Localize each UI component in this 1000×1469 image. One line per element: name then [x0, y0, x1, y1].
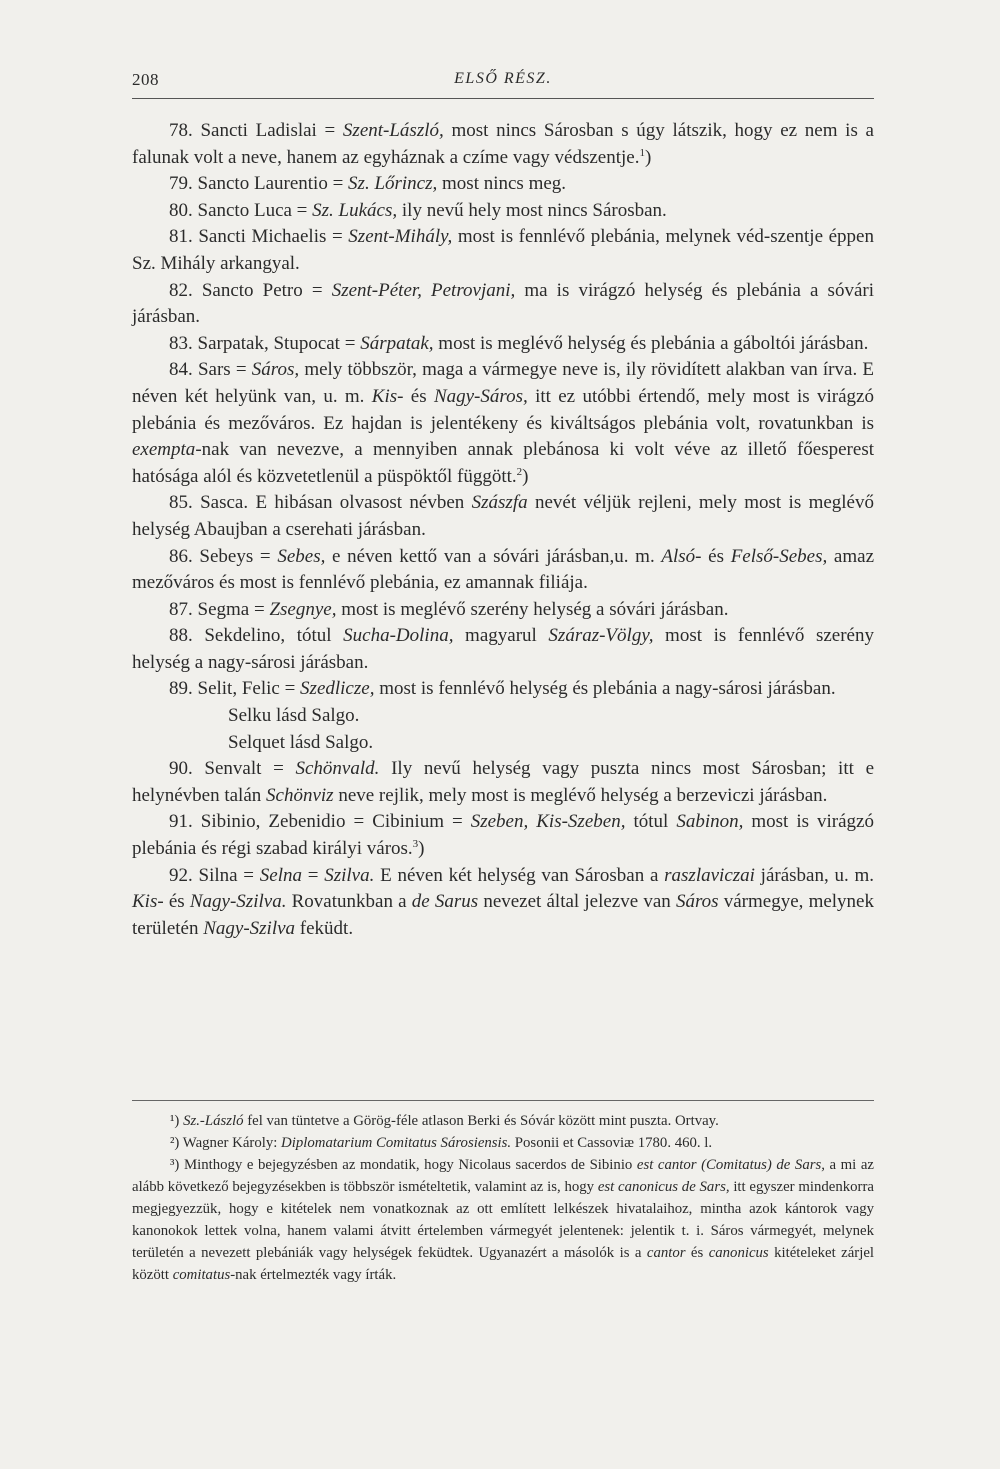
entry-83: 83. Sarpatak, Stupocat = Sárpatak, most is meglévő helység és plebánia a gáboltói járásban. — [169, 332, 869, 354]
entry-88: 88. Sekdelino, tótul Sucha-Dolina, magyarul Száraz-Völgy, most is fennlévő szerény helység a nagy-sárosi járásban. — [132, 625, 874, 673]
footnote-2: ²) Wagner Károly: Diplomatarium Comitatus Sárosiensis. Posonii et Cassoviæ 1780. 460. l. — [170, 1135, 713, 1151]
entry-92: 92. Silna = Selna = Szilva. E néven két helység van Sárosban a raszlaviczai járásban, u. m. Kis- és Nagy-Szilva. Rovatunkban a de Sarus nevezet által jelezve van Sáros vármegye, melynek területén Nagy-Szilva feküdt. — [132, 864, 875, 939]
cross-reference: Selku lásd Salgo. — [228, 705, 360, 727]
footnote-1: ¹) Sz.-László fel van tüntetve a Görög-féle atlason Berki és Sóvár között mint puszta. Ortvay. — [170, 1113, 719, 1129]
running-head: ELSŐ RÉSZ. — [454, 70, 552, 87]
footnotes — [132, 1110, 874, 1286]
entry-82: 82. Sancto Petro = Szent-Péter, Petrovjani, ma is virágzó helység és plebánia a sóvári járásban. — [132, 279, 874, 328]
body-text — [132, 118, 874, 942]
entry-89: 89. Selit, Felic = Szedlicze, most is fennlévő helység és plebánia a nagy-sárosi járásban. — [169, 678, 836, 700]
footnote-marker: 2 — [516, 465, 523, 478]
entry-91: 91. Sibinio, Zebenidio = Cibinium = Szeben, Kis-Szeben, tótul Sabinon, most is virágzó plebánia és régi szabad királyi város.$^3$) — [132, 811, 874, 860]
footnote-rule — [132, 1100, 874, 1101]
entry-84: 84. Sars = Sáros, mely többször, maga a vármegye neve is, ily rövidített alakban van írva. E néven két helyünk van, u. m. Kis- és Nagy-Sáros, itt ez utóbbi értendő, mely most is virágzó plebánia és mezőváros. Ez hajdan is jelentékeny és kiváltságos plebánia volt, rovatunkban is exempta-nak van nevezve, a mennyiben annak plebánosa ki volt véve az illető főesperest hatósága alól és közvetetlenül a püspöktől függött.$^2$) — [132, 359, 874, 487]
cross-reference: Selquet lásd Salgo. — [228, 731, 374, 753]
page-number: 208 — [132, 70, 159, 89]
entry-78: 78. Sancti Ladislai = Szent-László, most nincs Sárosban s úgy látszik, hogy ez nem is a falunak volt a neve, hanem az egyháznak a czíme vagy védszentje.$^1$) — [132, 120, 874, 168]
entry-90: 90. Senvalt = Schönvald. Ily nevű helység vagy puszta nincs most Sárosban; itt e helynévben talán Schönviz neve rejlik, mely most is meglévő helység a berzeviczi járásban. — [132, 758, 874, 806]
entry-79: 79. Sancto Laurentio = Sz. Lőrincz, most nincs meg. — [169, 173, 567, 195]
footnote-marker: 3 — [412, 838, 419, 851]
entry-87: 87. Segma = Zsegnye, most is meglévő szerény helység a sóvári járásban. — [169, 598, 729, 620]
footnote-marker: 1 — [639, 146, 645, 159]
entry-81: 81. Sancti Michaelis = Szent-Mihály, most is fennlévő plebánia, melynek véd-szentje éppen Sz. Mihály arkangyal. — [132, 226, 874, 274]
footnote-3: ³) Minthogy e bejegyzésben az mondatik, hogy Nicolaus sacerdos de Sibinio est cantor (Comitatus) de Sars, a mi az alább következő bejegyzésekben is többször ismételtetik, valamint az is, hogy est canonicus de Sars, itt egyszer mindenkorra megjegyezzük, hogy e kitételek nem vonatkoznak az ott említett lelkészek hivatalaihoz, mintha azok kántorok vagy kanonokok lettek volna, hanem valami átvitt értelemben vármegyét jelentenek: jelentik t. i. Sáros vármegyét, melynek területén a nevezett plebániák vagy helységek feküdtek. Ugyanazért a másolók is a cantor és canonicus kitételeket zárjel között comitatus-nak értelmezték vagy írták. — [132, 1157, 874, 1283]
entry-86: 86. Sebeys = Sebes, e néven kettő van a sóvári járásban,u. m. Alsó- és Felső-Sebes, amaz mezőváros és most is fennlévő plebánia, ez amannak filiája. — [132, 545, 875, 594]
entry-80: 80. Sancto Luca = Sz. Lukács, ily nevű hely most nincs Sárosban. — [169, 199, 667, 221]
entry-85: 85. Sasca. E hibásan olvasost névben Szászfa nevét véljük rejleni, mely most is meglévő helység Abaujban a cserehati járásban. — [132, 492, 874, 540]
page-header — [132, 64, 874, 104]
header-rule — [132, 98, 874, 99]
